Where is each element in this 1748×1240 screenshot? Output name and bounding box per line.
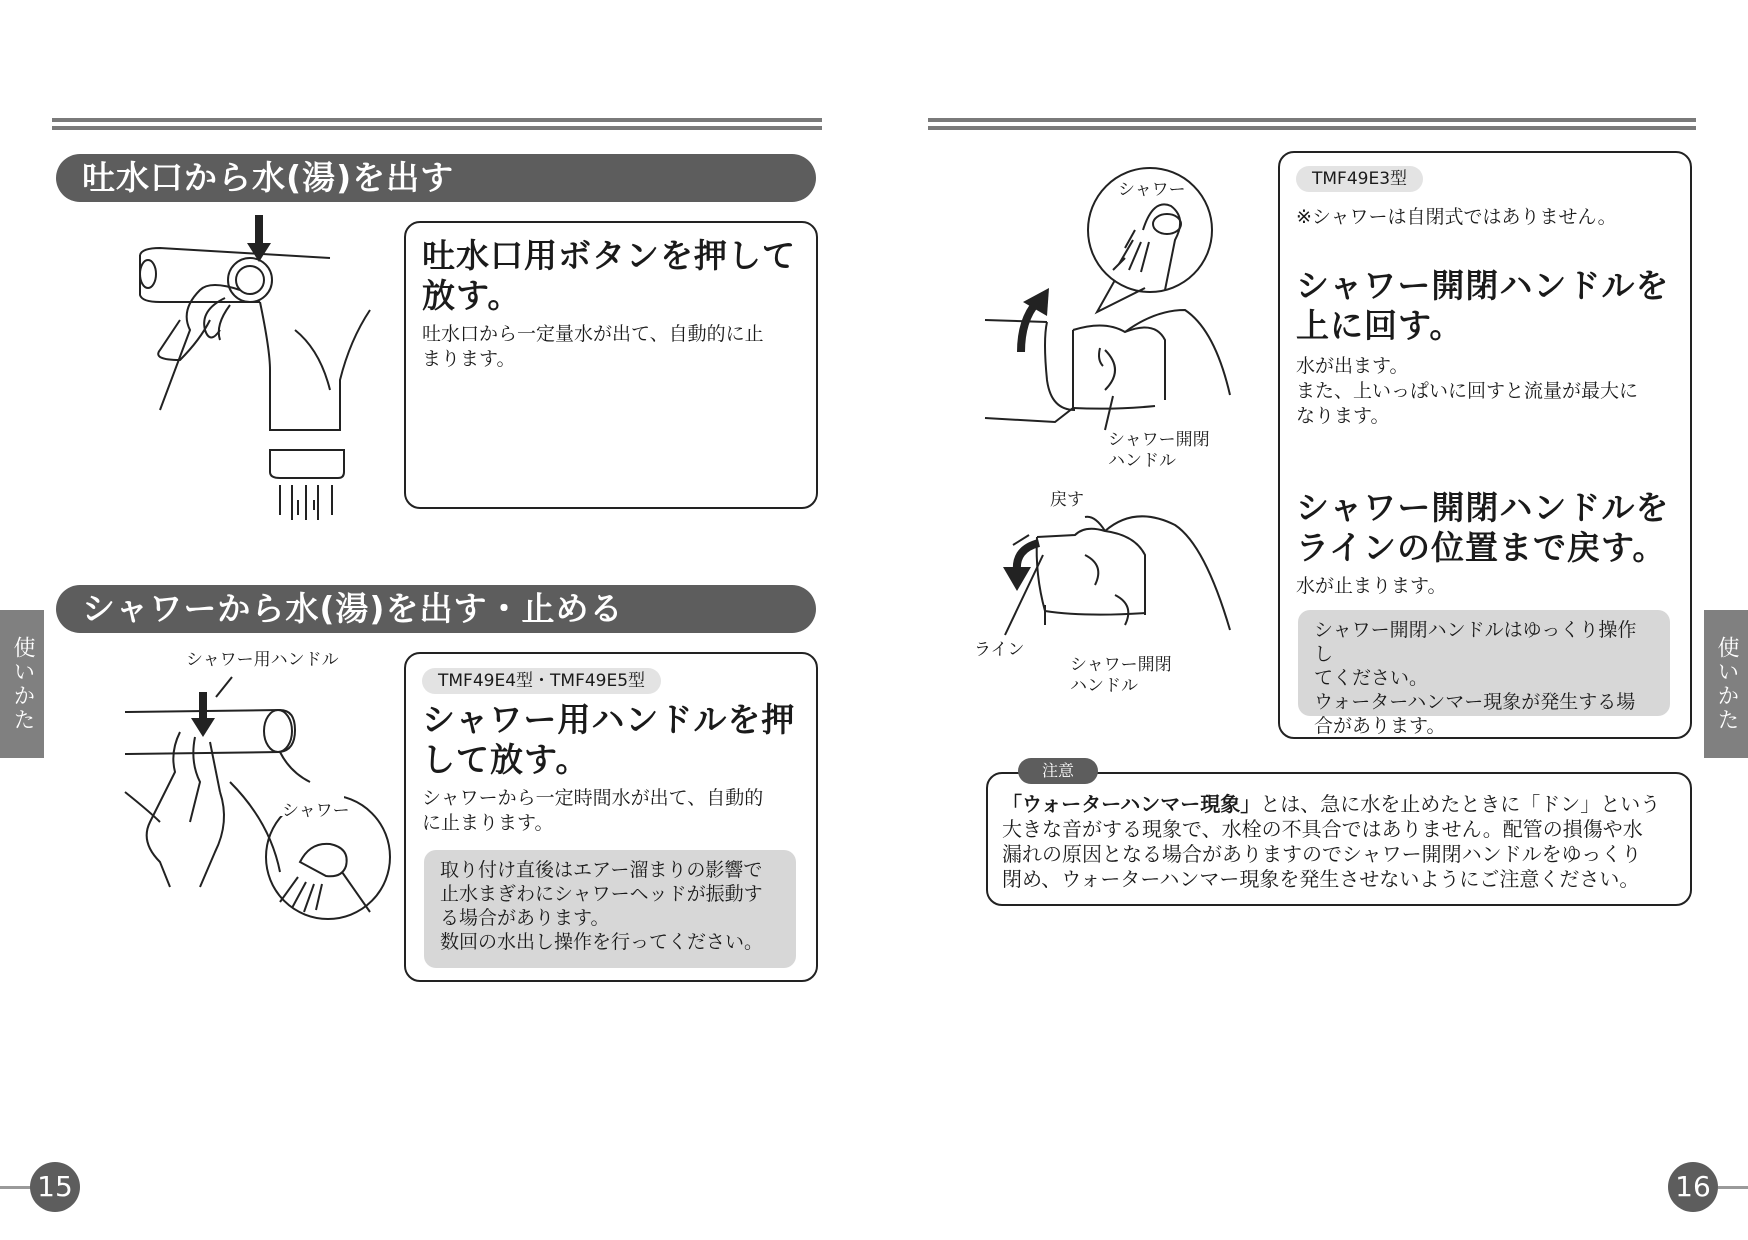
caution-line4: 閉め、ウォーターハンマー現象を発生させないようにご注意ください。 xyxy=(1002,867,1640,891)
spout-body-line1: 吐水口から一定量水が出て、自動的に止 xyxy=(422,323,764,345)
slow-operation-note-line2: てください。 xyxy=(1314,667,1429,689)
side-tab-right[interactable]: 使いかた xyxy=(1704,610,1748,758)
line-label: ライン xyxy=(974,640,1025,660)
shower-inset-label: シャワー xyxy=(282,801,350,821)
handle-up-illustration xyxy=(985,170,1245,430)
slow-operation-note-line1: シャワー開閉ハンドルはゆっくり操作し xyxy=(1314,619,1637,665)
not-self-closing-remark: ※シャワーは自閉式ではありません。 xyxy=(1296,206,1617,228)
model-tag-e4-e5: TMF49E4型・TMF49E5型 xyxy=(422,668,661,694)
step-up-body-line2: また、上いっぱいに回すと流量が最大に xyxy=(1296,380,1639,402)
caution-line3: 漏れの原因となる場合がありますのでシャワー開閉ハンドルをゆっくり xyxy=(1002,842,1642,866)
step-return-heading-line2: ラインの位置まで戻す。 xyxy=(1296,528,1667,567)
step-up-body-line1: 水が出ます。 xyxy=(1296,355,1409,377)
page-number-15: 15 xyxy=(30,1162,80,1212)
step-up-heading-line1: シャワー開閉ハンドルを xyxy=(1296,266,1670,305)
shower-handle-label: シャワー用ハンドル xyxy=(186,650,339,670)
page-line-right xyxy=(1718,1186,1748,1189)
spout-heading-line1: 吐水口用ボタンを押して xyxy=(422,236,796,275)
section-title-shower: シャワーから水(湯)を出す・止める xyxy=(56,585,816,633)
open-handle-label-2b: ハンドル xyxy=(1070,676,1138,696)
open-handle-label-1b: ハンドル xyxy=(1108,451,1176,471)
slow-operation-note-line3: ウォーターハンマー現象が発生する場 xyxy=(1314,691,1636,713)
air-pocket-note-line4: 数回の水出し操作を行ってください。 xyxy=(440,931,764,953)
page-number-16: 16 xyxy=(1668,1162,1718,1212)
slow-operation-note-line4: 合があります。 xyxy=(1314,715,1446,737)
shower-handle-illustration xyxy=(120,672,390,922)
caution-line2: 大きな音がする現象で、水栓の不具合ではありません。配管の損傷や水 xyxy=(1002,817,1643,841)
spout-heading-line2: 放す。 xyxy=(422,276,522,315)
shower-bubble-label: シャワー xyxy=(1118,180,1186,200)
caution-label: 注意 xyxy=(1018,758,1098,784)
step-up-body-line3: なります。 xyxy=(1296,405,1390,427)
shower-heading-line2: して放す。 xyxy=(422,740,590,779)
air-pocket-note-line2: 止水まぎわにシャワーヘッドが振動す xyxy=(440,883,763,905)
shower-body-line2: に止まります。 xyxy=(422,812,554,834)
spout-body-line2: まります。 xyxy=(422,348,516,370)
model-tag-e3: TMF49E3型 xyxy=(1296,166,1423,192)
down-arrow-icon xyxy=(191,692,215,737)
air-pocket-note xyxy=(424,850,796,968)
left-top-rule xyxy=(52,118,822,130)
step-up-heading-line2: 上に回す。 xyxy=(1296,306,1464,345)
air-pocket-note-line1: 取り付け直後はエアー溜まりの影響で xyxy=(440,859,763,881)
air-pocket-note-line3: る場合があります。 xyxy=(440,907,610,929)
caution-line1 xyxy=(1002,792,1660,817)
slow-operation-note xyxy=(1298,610,1670,737)
open-handle-label-2a: シャワー開閉 xyxy=(1070,655,1172,675)
right-top-rule xyxy=(928,118,1696,130)
side-tab-left[interactable]: 使いかた xyxy=(0,610,44,758)
caution-line1-rest: とは、急に水を止めたときに「ドン」という xyxy=(1260,792,1661,816)
step-return-body-line1: 水が止まります。 xyxy=(1296,575,1447,597)
water-hammer-term: 「ウォーターハンマー現象」 xyxy=(1002,792,1261,816)
return-label: 戻す xyxy=(1050,490,1084,510)
section-title-spout: 吐水口から水(湯)を出す xyxy=(56,154,816,202)
step-return-heading-line1: シャワー開閉ハンドルを xyxy=(1296,488,1670,527)
shower-heading-line1: シャワー用ハンドルを押 xyxy=(422,700,796,739)
spout-button-illustration xyxy=(120,210,360,520)
return-arrow-icon xyxy=(1003,543,1039,591)
open-handle-label-1a: シャワー開閉 xyxy=(1108,430,1210,450)
shower-body-line1: シャワーから一定時間水が出て、自動的 xyxy=(422,787,764,809)
